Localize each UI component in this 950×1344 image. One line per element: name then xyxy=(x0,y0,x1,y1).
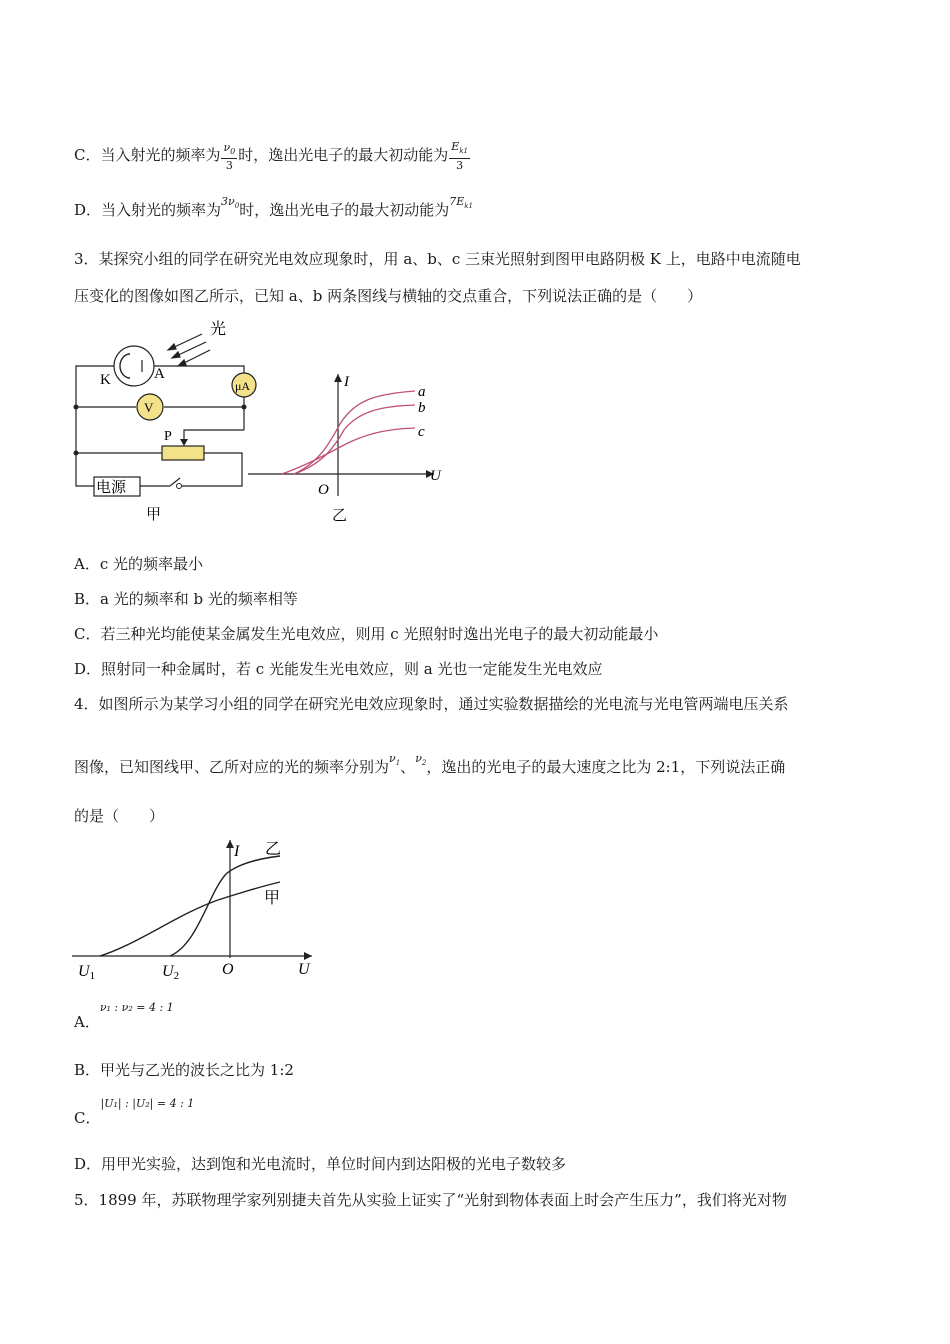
curve-jia xyxy=(100,882,280,956)
curve-c xyxy=(282,428,415,474)
math-u-ratio: |U₁| : |U₂| = 4 : 1 xyxy=(100,1097,195,1110)
math-3nu0: 3ν0 xyxy=(221,195,240,211)
label-a: a xyxy=(418,384,426,400)
q4-option-c: C．$^{|U_1| : |U_2| = 4 : 1}$ xyxy=(74,1097,195,1127)
slider-label: P xyxy=(164,429,172,444)
light-arrows-icon xyxy=(168,334,210,366)
fraction-nu0-over-3: $\frac{\nu_0}{3}$ xyxy=(223,140,236,172)
curve-yi-label: 乙 xyxy=(265,841,282,858)
voltmeter-label: V xyxy=(144,400,154,415)
q4-option-d: D．用甲光实验，达到饱和光电流时，单位时间内到达阳极的光电子数较多 xyxy=(74,1155,567,1173)
q4-stem-line1: 4．如图所示为某学习小组的同学在研究光电效应现象时，通过实验数据描绘的光电流与光电管两端电压关系 xyxy=(74,695,789,713)
rheostat xyxy=(162,446,204,460)
switch xyxy=(170,478,180,486)
caption-jia: 甲 xyxy=(146,507,162,523)
light-label: 光 xyxy=(210,321,227,338)
u2-label: U2 xyxy=(162,963,180,982)
math-nu-ratio: ν₁ : ν₂ = 4 : 1 xyxy=(99,1001,174,1014)
q2-option-d: D．当入射光的频率为$^{3\nu_0}$时，逸出光电子的最大初动能为$^{7E_{k1}}$ xyxy=(74,195,473,219)
math-7ek1: 7Ek1 xyxy=(449,195,473,211)
axis-u-label: U xyxy=(298,961,310,978)
math-nu2: ν2 xyxy=(415,752,427,768)
q4-option-b: B．甲光与乙光的波长之比为 1:2 xyxy=(74,1061,294,1079)
q2-option-c: C．当入射光的频率为 $\frac{\nu_0}{3}$ 时，逸出光电子的最大初动能为 $\frac{E_{k1}}{3}$ xyxy=(74,140,469,173)
q3-option-a: A．c 光的频率最小 xyxy=(74,555,204,573)
anode-label: A xyxy=(154,366,165,382)
q4-stem-line2: 图像，已知图线甲、乙所对应的光的频率分别为$^{\nu_1}$、$^{\nu_2}$，逸出的光电子的最大速度之比为 2:1，下列说法正确 xyxy=(74,752,786,776)
q4-figure xyxy=(68,834,328,984)
q3-option-c: C．若三种光均能使某金属发生光电效应，则用 c 光照射时逸出光电子的最大初动能最小 xyxy=(74,625,659,643)
iu-graph-q3 xyxy=(248,374,442,524)
label-b: b xyxy=(418,400,426,416)
math-nu1: ν1 xyxy=(389,752,401,768)
caption-yi: 乙 xyxy=(332,508,348,524)
axis-i-label: I xyxy=(344,374,349,390)
q3-option-d: D．照射同一种金属时，若 c 光能发生光电效应，则 a 光也一定能发生光电效应 xyxy=(74,660,603,678)
axis-u-label: U xyxy=(430,468,441,484)
u1-label: U1 xyxy=(78,963,96,982)
axis-i-label: I xyxy=(234,843,240,860)
q4-stem-line3: 的是（ ） xyxy=(74,807,165,825)
microammeter-label: μA xyxy=(235,379,251,393)
q3-stem-line2: 压变化的图像如图乙所示，已知 a、b 两条图线与横轴的交点重合，下列说法正确的是（ ） xyxy=(74,287,703,305)
origin-label: O xyxy=(318,482,329,498)
origin-label: O xyxy=(222,961,234,978)
power-label: 电源 xyxy=(96,480,127,496)
label-c: c xyxy=(418,424,425,440)
cathode-label: K xyxy=(100,372,111,388)
q3-option-b: B．a 光的频率和 b 光的频率相等 xyxy=(74,590,298,608)
q4-option-a: A．$^{\nu_1 : \nu_2 = 4 : 1}$ xyxy=(74,1001,174,1031)
q3-stem-line1: 3．某探究小组的同学在研究光电效应现象时，用 a、b、c 三束光照射到图甲电路阴极 K 上，电路中电流随电 xyxy=(74,250,801,268)
fraction-ek1-over-3: $\frac{E_{k1}}{3}$ xyxy=(451,140,469,173)
curve-jia-label: 甲 xyxy=(264,890,281,907)
q5-stem-line1: 5．1899 年，苏联物理学家列别捷夫首先从实验上证实了“光射到物体表面上时会产生压力”，我们将光对物 xyxy=(74,1191,787,1209)
q3-figure xyxy=(60,312,460,527)
